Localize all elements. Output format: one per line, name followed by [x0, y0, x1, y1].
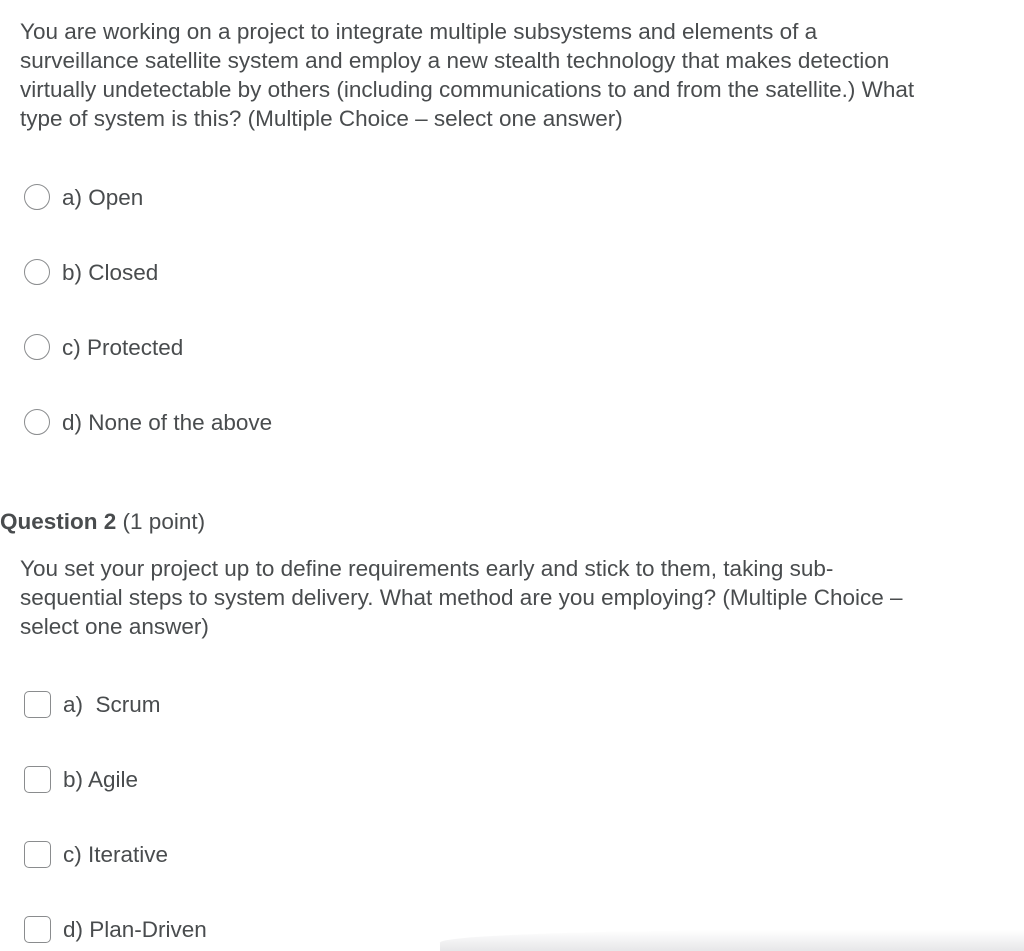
question-2-text: You set your project up to define requirements early and stick to them, taking sub-sequential steps to system delivery. What method are you employing? (Multiple Choice – select one answer): [20, 556, 903, 639]
radio-button-icon[interactable]: [24, 184, 50, 210]
question-number: Question 2: [0, 509, 117, 534]
question-2-option-b[interactable]: [24, 764, 138, 794]
radio-button-icon[interactable]: [24, 334, 50, 360]
radio-button-icon[interactable]: [24, 409, 50, 435]
question-1-option-d[interactable]: [24, 407, 272, 437]
question-2-option-c[interactable]: [24, 839, 168, 869]
question-2-option-d[interactable]: [24, 914, 207, 944]
checkbox-icon[interactable]: [24, 691, 51, 718]
option-label: c) Protected: [62, 334, 184, 360]
question-1-text: You are working on a project to integrate multiple subsystems and elements of a surveillance satellite system and employ a new stealth technology that makes detection virtually undetectable by others (including communications to and from the satellite.) What type of system is this? (Multiple Choice – select one answer): [20, 19, 915, 131]
question-2-option-a[interactable]: [24, 689, 161, 719]
question-2-header: [0, 507, 205, 536]
bottom-edge-shadow: [440, 930, 1024, 951]
checkbox-icon[interactable]: [24, 916, 51, 943]
question-1-option-b[interactable]: [24, 257, 158, 287]
option-label: c) Iterative: [63, 841, 169, 867]
option-label: b) Closed: [62, 259, 159, 285]
option-label: d) Plan-Driven: [63, 916, 207, 942]
question-1-option-c[interactable]: [24, 332, 183, 362]
checkbox-icon[interactable]: [24, 766, 51, 793]
option-label: b) Agile: [63, 766, 139, 792]
radio-button-icon[interactable]: [24, 259, 50, 285]
option-label: a) Open: [62, 184, 144, 210]
question-1-option-a[interactable]: [24, 182, 143, 212]
option-label: d) None of the above: [62, 409, 273, 435]
question-points: (1 point): [122, 509, 206, 534]
option-label: a) Scrum: [63, 691, 161, 717]
checkbox-icon[interactable]: [24, 841, 51, 868]
